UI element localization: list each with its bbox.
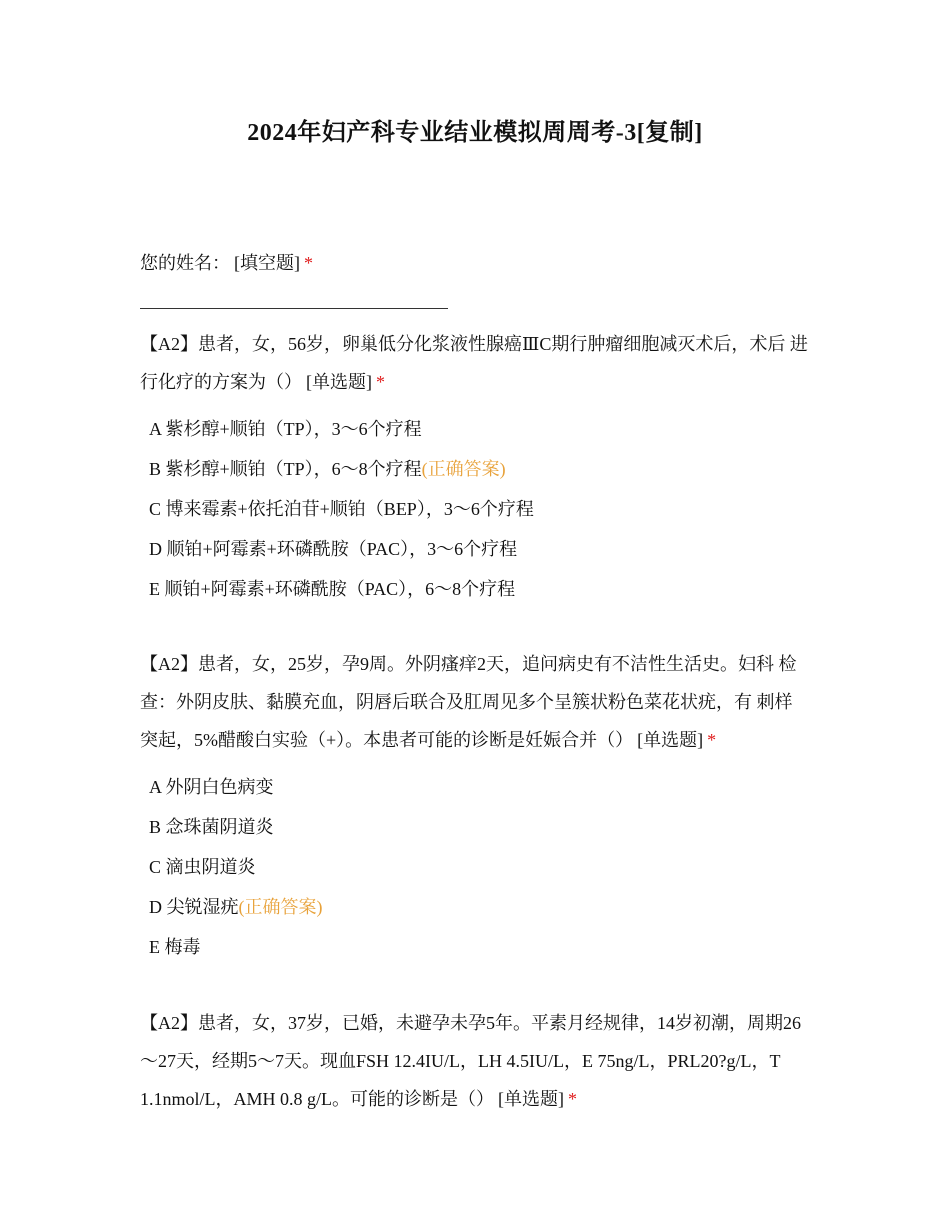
option-label: E 梅毒 [149, 937, 201, 957]
question-stem: 【A2】患者，女，56岁，卵巢低分化浆液性腺癌ⅢC期行肿瘤细胞减灭术后，术后 进行化疗的方案为（） [140, 334, 808, 392]
option-b[interactable] [149, 457, 506, 481]
question-type: [单选题] [498, 1089, 564, 1109]
option-a[interactable] [149, 775, 274, 799]
option-c[interactable] [149, 497, 534, 521]
option-label: D 顺铂+阿霉素+环磷酰胺（PAC），3～6个疗程 [149, 539, 518, 559]
question-type: [单选题] [306, 372, 372, 392]
option-label: C 博来霉素+依托泊苷+顺铂（BEP），3～6个疗程 [149, 499, 534, 519]
option-label: A 外阴白色病变 [149, 777, 274, 797]
option-e[interactable] [149, 577, 515, 601]
option-d[interactable] [149, 537, 517, 561]
option-d[interactable] [149, 895, 323, 919]
option-label: E 顺铂+阿霉素+环磷酰胺（PAC），6～8个疗程 [149, 579, 516, 599]
name-label: 您的姓名： [140, 253, 230, 273]
question-1 [140, 325, 808, 401]
name-question [140, 244, 808, 282]
correct-answer-tag: (正确答案) [238, 897, 323, 917]
option-label: B 念珠菌阴道炎 [149, 817, 274, 837]
option-c[interactable] [149, 855, 256, 879]
required-mark: * [376, 372, 385, 392]
question-type: [单选题] [637, 730, 704, 750]
option-label: B 紫杉醇+顺铂（TP），6～8个疗程 [149, 459, 422, 479]
required-mark: * [568, 1089, 577, 1109]
option-e[interactable] [149, 935, 201, 959]
question-stem: 【A2】患者，女，25岁，孕9周。外阴瘙痒2天，追问病史有不洁性生活史。妇科 检查：外阴皮肤、黏膜充血，阴唇后联合及肛周见多个呈簇状粉色菜花状疣，有 刺样突起，5%醋酸白实验（+）。本患者可能的诊断是妊娠合并（） [140, 654, 797, 750]
question-3 [140, 1004, 808, 1118]
name-answer-blank[interactable] [140, 308, 448, 309]
question-stem: 【A2】患者，女，37岁，已婚，未避孕未孕5年。平素月经规律，14岁初潮，周期26～27天，经期5～7天。现血FSH 12.4IU/L，LH 4.5IU/L，E 75ng/L，PRL20?g/L，T 1.1nmol/L，AMH 0.8 g/L。可能的诊断是（） [140, 1013, 801, 1109]
required-mark: * [707, 730, 717, 750]
question-type: [填空题] [234, 253, 300, 273]
correct-answer-tag: (正确答案) [421, 459, 506, 479]
required-mark: * [304, 253, 313, 273]
option-a[interactable] [149, 417, 422, 441]
option-label: D 尖锐湿疣 [149, 897, 239, 917]
page-title: 2024年妇产科专业结业模拟周周考-3[复制] [247, 120, 703, 146]
question-2 [140, 645, 808, 759]
option-b[interactable] [149, 815, 274, 839]
option-label: A 紫杉醇+顺铂（TP），3～6个疗程 [149, 419, 422, 439]
option-label: C 滴虫阴道炎 [149, 857, 256, 877]
